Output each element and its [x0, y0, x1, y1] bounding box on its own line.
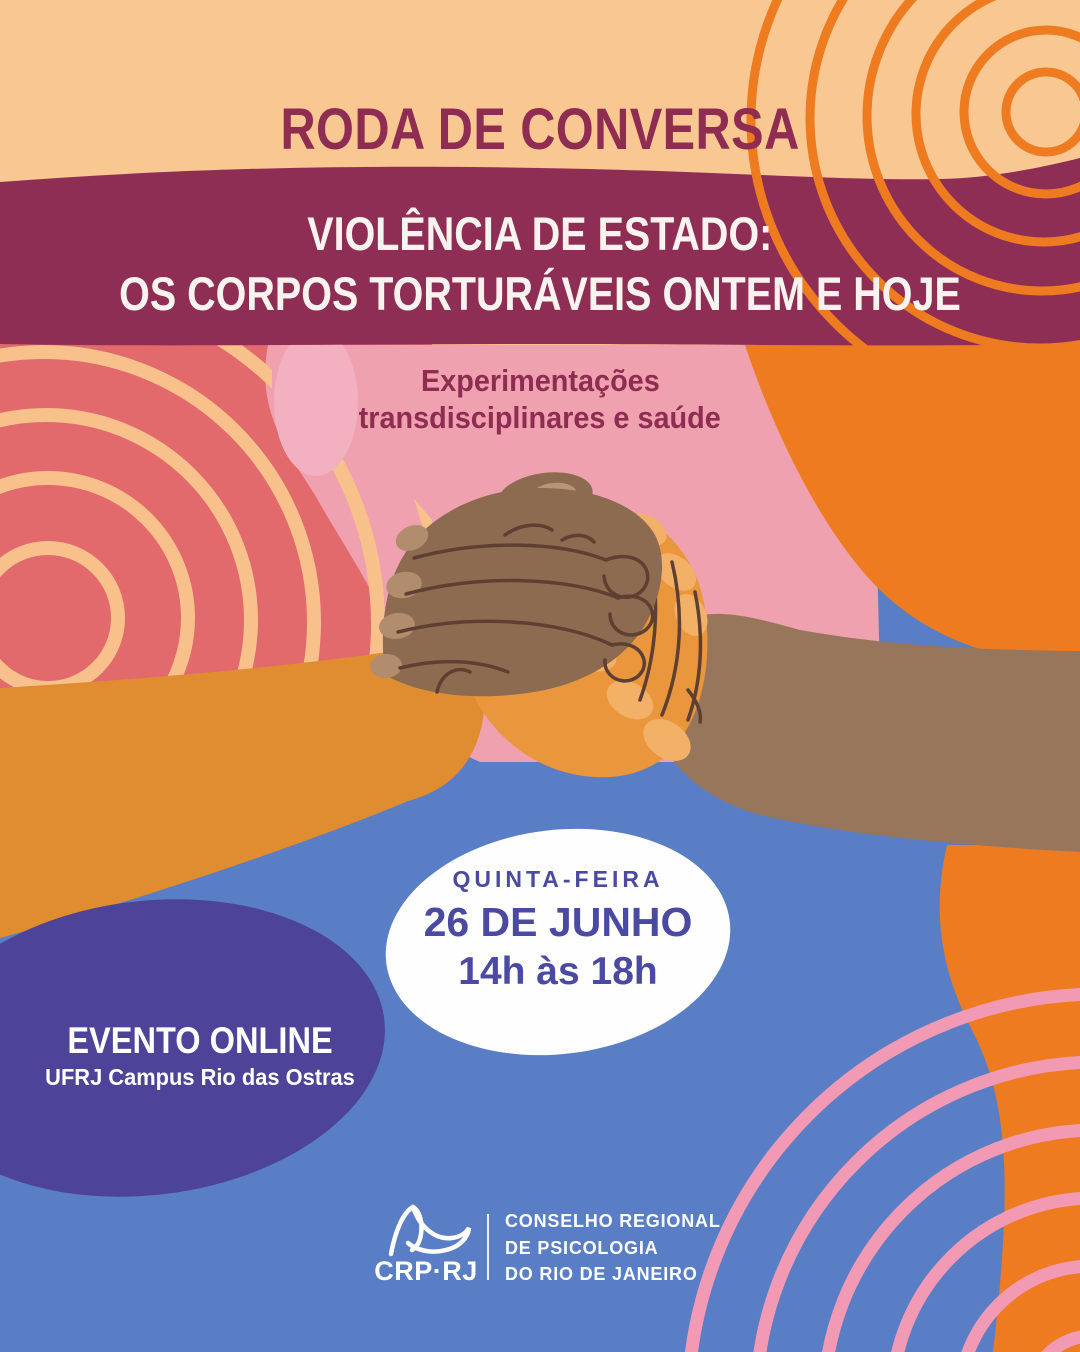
event-mode: EVENTO ONLINE — [67, 1020, 333, 1061]
poster-kicker-text: RODA DE CONVERSA — [280, 97, 800, 162]
crp-rj-logo-acronym: CRP·RJ — [374, 1256, 478, 1286]
date-badge-time: 14h às 18h — [458, 950, 658, 993]
poster-kicker — [0, 96, 1080, 163]
org-line1: CONSELHO REGIONAL — [505, 1211, 721, 1231]
org-line2: DE PSICOLOGIA — [505, 1237, 659, 1258]
event-venue: UFRJ Campus Rio das Ostras — [45, 1064, 355, 1090]
date-badge-date: 26 DE JUNHO — [423, 899, 693, 945]
crp-rj-logo-org-name — [505, 1208, 721, 1288]
poster-subtitle — [0, 362, 1080, 436]
org-line3: DO RIO DE JANEIRO — [505, 1264, 698, 1284]
event-info — [0, 1020, 400, 1091]
date-badge — [388, 866, 728, 994]
poster-title-line1: VIOLÊNCIA DE ESTADO: — [307, 207, 773, 260]
subtitle-line2: transdisciplinares e saúde — [358, 400, 722, 435]
poster-title-line2: OS CORPOS TORTURÁVEIS ONTEM E HOJE — [119, 267, 961, 320]
logo-divider — [487, 1214, 489, 1280]
date-badge-weekday: QUINTA-FEIRA — [452, 866, 664, 892]
subtitle-line1: Experimentações — [420, 363, 660, 398]
